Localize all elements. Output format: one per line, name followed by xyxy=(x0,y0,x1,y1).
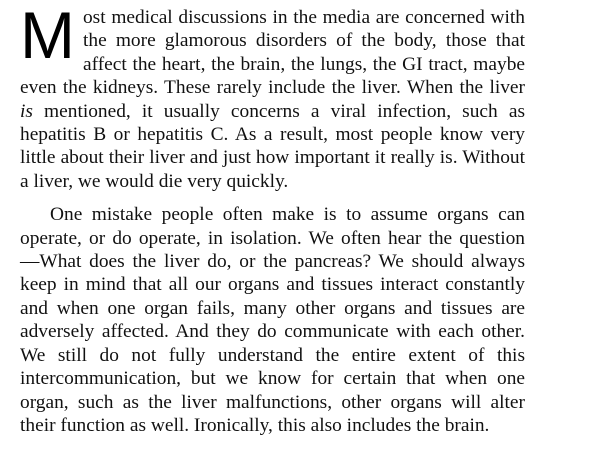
document-page xyxy=(20,0,525,437)
paragraph-1-text-start: ost medical discussions in the media are concerned with the more glamorous disorders of the body, those that affect the heart, the brain, the lungs, the GI tract, maybe even the kidneys. These rarely include the liver. When the liver xyxy=(20,7,525,99)
drop-cap: M xyxy=(20,0,75,72)
paragraph-1-text-end: mentioned, it usually concerns a viral infection, such as hepatitis B or hepatitis C. As a result, most people know very little about their liver and just how important it really is. Without a liver, we would die very quickly. xyxy=(20,100,525,192)
paragraph-2: One mistake people often make is to assume organs can operate, or do operate, in isolation. We often hear the question —What does the liver do, or the pancreas? We should always keep in mind that all our organs and tissues interact constantly and when one organ fails, many other organs and tissues are adversely affected. And they do communicate with each other. We still do not fully understand the entire extent of this intercommunication, but we know for certain that when one organ, such as the liver malfunctions, other organs will alter their function as well. Ironically, this also includes the brain. xyxy=(20,204,525,436)
paragraph-1-emphasis: is xyxy=(20,100,33,122)
paragraph-1 xyxy=(20,0,525,193)
